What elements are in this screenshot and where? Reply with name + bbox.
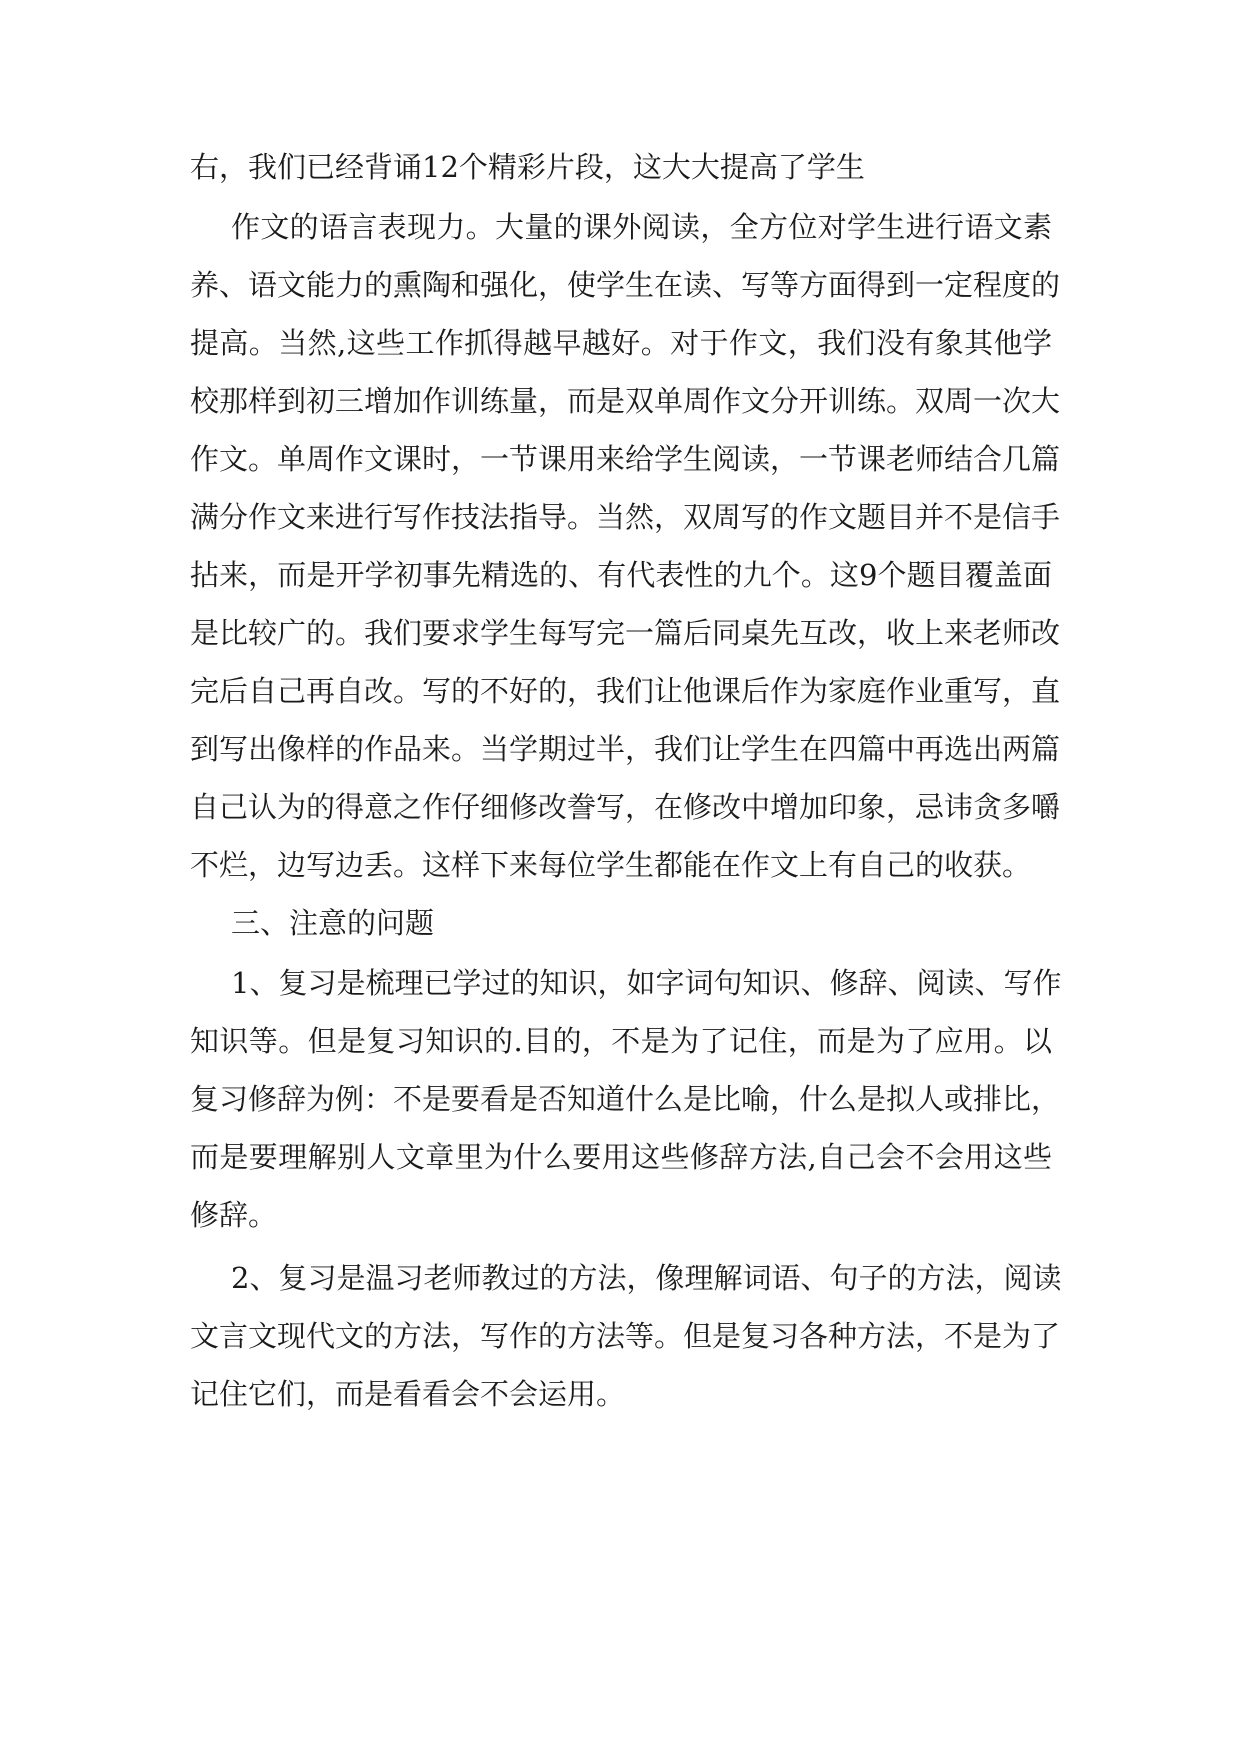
paragraph-line: 复习修辞为例：不是要看是否知道什么是比喻，什么是拟人或排比， bbox=[190, 1082, 1061, 1116]
paragraph-line: 自己认为的得意之作仔细修改誊写，在修改中增加印象，忌讳贪多嚼 bbox=[190, 790, 1061, 824]
paragraph-line: 2、复习是温习老师教过的方法，像理解词语、句子的方法，阅读 bbox=[231, 1261, 1062, 1295]
paragraph-line: 记住它们，而是看看会不会运用。 bbox=[190, 1377, 626, 1411]
paragraph-line: 完后自己再自改。写的不好的，我们让他课后作为家庭作业重写，直 bbox=[190, 674, 1061, 708]
section-heading: 三、注意的问题 bbox=[231, 906, 435, 940]
paragraph-line: 右，我们已经背诵12个精彩片段，这大大提高了学生 bbox=[190, 150, 865, 184]
paragraph-line: 校那样到初三增加作训练量，而是双单周作文分开训练。双周一次大 bbox=[190, 384, 1061, 418]
paragraph-line: 养、语文能力的熏陶和强化，使学生在读、写等方面得到一定程度的 bbox=[190, 268, 1061, 302]
paragraph-line: 文言文现代文的方法，写作的方法等。但是复习各种方法，不是为了 bbox=[190, 1319, 1061, 1353]
paragraph-line: 是比较广的。我们要求学生每写完一篇后同桌先互改，收上来老师改 bbox=[190, 616, 1061, 650]
paragraph-line: 到写出像样的作品来。当学期过半，我们让学生在四篇中再选出两篇 bbox=[190, 732, 1061, 766]
paragraph-line: 1、复习是梳理已学过的知识，如字词句知识、修辞、阅读、写作 bbox=[231, 966, 1062, 1000]
paragraph-line: 知识等。但是复习知识的.目的，不是为了记住，而是为了应用。以 bbox=[190, 1024, 1052, 1058]
paragraph-line: 满分作文来进行写作技法指导。当然，双周写的作文题目并不是信手 bbox=[190, 500, 1061, 534]
paragraph-line: 提高。当然,这些工作抓得越早越好。对于作文，我们没有象其他学 bbox=[190, 326, 1052, 360]
paragraph-line: 不烂，边写边丢。这样下来每位学生都能在作文上有自己的收获。 bbox=[190, 848, 1032, 882]
paragraph-line: 拈来，而是开学初事先精选的、有代表性的九个。这9个题目覆盖面 bbox=[190, 558, 1052, 592]
paragraph-line: 作文的语言表现力。大量的课外阅读，全方位对学生进行语文素 bbox=[231, 210, 1052, 244]
paragraph-line: 而是要理解别人文章里为什么要用这些修辞方法,自己会不会用这些 bbox=[190, 1140, 1052, 1174]
paragraph-line: 修辞。 bbox=[190, 1198, 278, 1232]
paragraph-line: 作文。单周作文课时，一节课用来给学生阅读，一节课老师结合几篇 bbox=[190, 442, 1061, 476]
